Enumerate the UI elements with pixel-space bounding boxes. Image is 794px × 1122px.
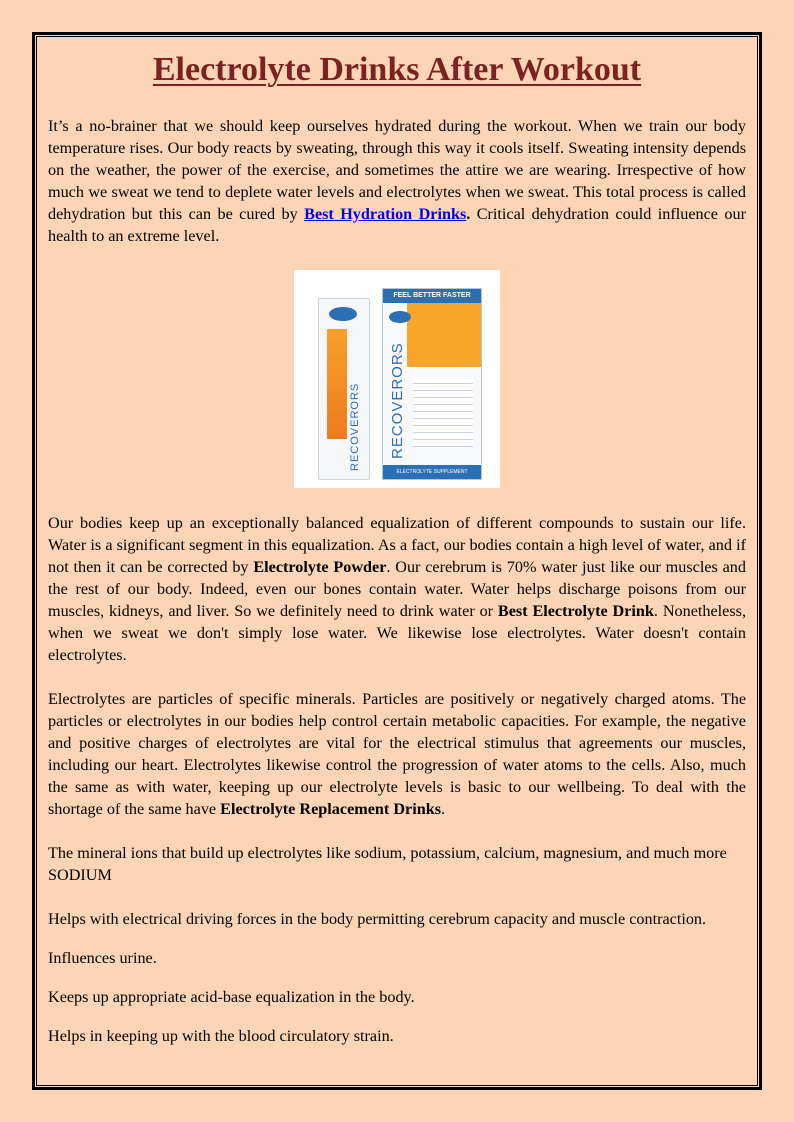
sodium-point: Keeps up appropriate acid-base equalization in the body. xyxy=(48,988,415,1006)
sodium-point: Helps in keeping up with the blood circulatory strain. xyxy=(48,1027,394,1045)
intro-paragraph: It’s a no-brainer that we should keep ourselves hydrated during the workout. When we train our body temperature rises. Our body reacts by sweating, through this way it cools itself. Sweating intensity depends on the weather, the power of the exercise, and sometimes the attire we are wearing. Irrespective of how much we sweat we tend to deplete water levels and electrolytes when we sweat. This total process is called dehydration but this can be cured by Best Hydration Drinks. Critical dehydration could influence our health to an extreme level. xyxy=(48,117,746,245)
body-paragraph-electrolytes: Electrolytes are particles of specific minerals. Particles are positively or negatively charged atoms. The particles or electrolytes in our bodies help control certain metabolic capacities. For example, the negative and positive charges of electrolytes are vital for the electrical stimulus that agreements our muscles, including our heart. Electrolytes likewise control the progression of water atoms to the cells. Also, much the same as with water, keeping up our electrolyte levels is basic to our wellbeing. To deal with the shortage of the same have Electrolyte Replacement Drinks. xyxy=(48,690,746,818)
mineral-ions-paragraph: The mineral ions that build up electrolytes like sodium, potassium, calcium, magnesium, and much more SODIUM xyxy=(48,844,727,884)
box-footer: ELECTROLYTE SUPPLEMENT xyxy=(383,465,481,479)
best-electrolyte-drink-bold: Best Electrolyte Drink xyxy=(497,602,654,620)
electrolyte-replacement-bold: Electrolyte Replacement Drinks xyxy=(220,800,442,818)
best-hydration-drinks-link[interactable]: Best Hydration Drinks xyxy=(304,205,467,223)
electrolyte-powder-bold: Electrolyte Powder xyxy=(253,558,387,576)
box-brand-text: RECOVERORS xyxy=(389,342,406,459)
sodium-point: Helps with electrical driving forces in the body permitting cerebrum capacity and muscle contraction. xyxy=(48,910,707,928)
body-paragraph-water: Our bodies keep up an exceptionally balanced equalization of different compounds to sustain our life. Water is a significant segment in this equalization. As a fact, our bodies contain a high level of water, and if not then it can be corrected by Electrolyte Powder. Our cerebrum is 70% water just like our muscles and the rest of our body. Indeed, even our bones contain water. Water helps discharge poisons from our muscles, kidneys, and liver. So we definitely need to drink water or Best Electrolyte Drink. Nonetheless, when we sweat we don't simply lose water. We likewise lose electrolytes. Water doesn't contain electrolytes. xyxy=(48,514,746,664)
page-title: Electrolyte Drinks After Workout xyxy=(152,51,642,88)
product-sachet xyxy=(318,298,370,480)
sodium-point: Influences urine. xyxy=(48,949,157,967)
sodium-heading: SODIUM xyxy=(48,866,112,884)
product-image xyxy=(294,270,500,488)
article xyxy=(48,44,746,1047)
box-banner: FEEL BETTER FASTER xyxy=(383,289,481,303)
box-logo-icon xyxy=(389,311,411,323)
sachet-brand-text: RECOVERORS xyxy=(349,382,361,471)
brand-logo-icon xyxy=(329,307,357,321)
product-box xyxy=(382,288,482,480)
